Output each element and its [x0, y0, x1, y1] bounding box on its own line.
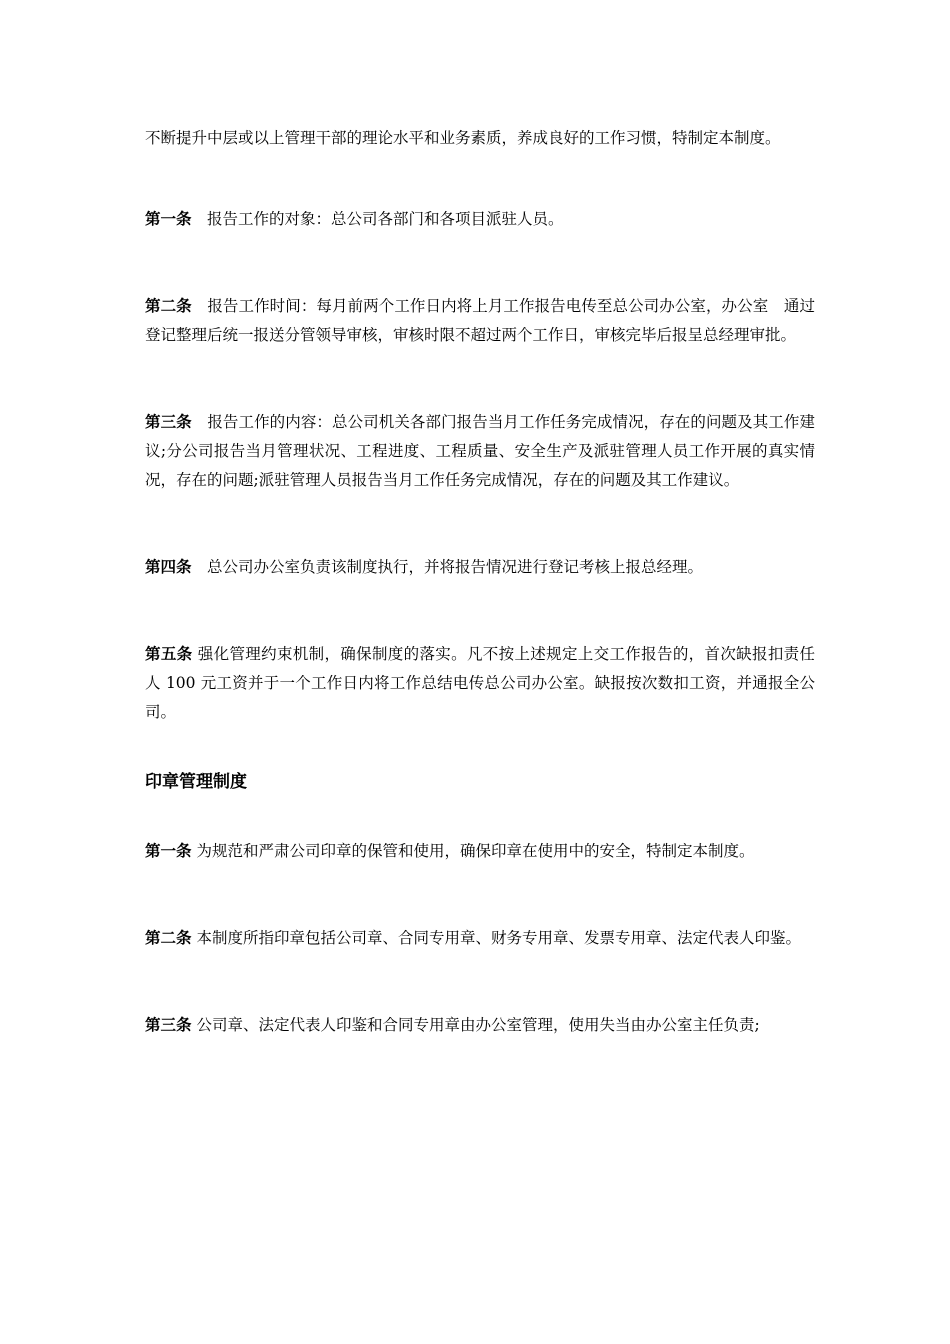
article-label: 第三条: [145, 413, 192, 431]
article-text: 公司章、法定代表人印鉴和合同专用章由办公室管理，使用失当由办公室主任负责;: [191, 1016, 760, 1034]
seal-article-1: [145, 837, 815, 866]
article-label: 第一条: [145, 842, 192, 860]
article-text: 报告工作时间：每月前两个工作日内将上月工作报告电传至总公司办公室，办公室 通过登记整理后统一报送分管领导审核，审核时限不超过两个工作日，审核完毕后报呈总经理审批。: [145, 297, 815, 344]
article-label: 第四条: [145, 558, 192, 576]
report-article-1: [145, 205, 815, 234]
article-text: 总公司办公室负责该制度执行，并将报告情况进行登记考核上报总经理。: [191, 558, 704, 576]
intro-paragraph: 不断提升中层或以上管理干部的理论水平和业务素质，养成良好的工作习惯，特制定本制度。: [145, 129, 781, 147]
seal-section-title: 印章管理制度: [145, 772, 247, 792]
article-label: 第五条: [145, 645, 193, 663]
report-article-5: [145, 640, 815, 727]
report-article-3: [145, 408, 815, 495]
article-text: 报告工作的内容：总公司机关各部门报告当月工作任务完成情况，存在的问题及其工作建议;分公司报告当月管理状况、工程进度、工程质量、安全生产及派驻管理人员工作开展的真实情况，存在的问题;派驻管理人员报告当月工作任务完成情况，存在的问题及其工作建议。: [145, 413, 815, 489]
report-article-4: [145, 553, 815, 582]
article-text: 为规范和严肃公司印章的保管和使用，确保印章在使用中的安全，特制定本制度。: [191, 842, 755, 860]
seal-article-2: [145, 924, 815, 953]
article-text: 强化管理约束机制，确保制度的落实。凡不按上述规定上交工作报告的，首次缺报扣责任人 100 元工资并于一个工作日内将工作总结电传总公司办公室。缺报按次数扣工资，并通报全公司。: [145, 645, 815, 721]
article-label: 第二条: [145, 929, 192, 947]
article-text: 本制度所指印章包括公司章、合同专用章、财务专用章、发票专用章、法定代表人印鉴。: [191, 929, 801, 947]
article-label: 第三条: [145, 1016, 192, 1034]
article-text: 报告工作的对象：总公司各部门和各项目派驻人员。: [191, 210, 564, 228]
article-label: 第二条: [145, 297, 192, 315]
report-article-2: [145, 292, 815, 350]
document-page: [145, 124, 815, 1040]
seal-article-3: [145, 1011, 815, 1040]
article-label: 第一条: [145, 210, 192, 228]
